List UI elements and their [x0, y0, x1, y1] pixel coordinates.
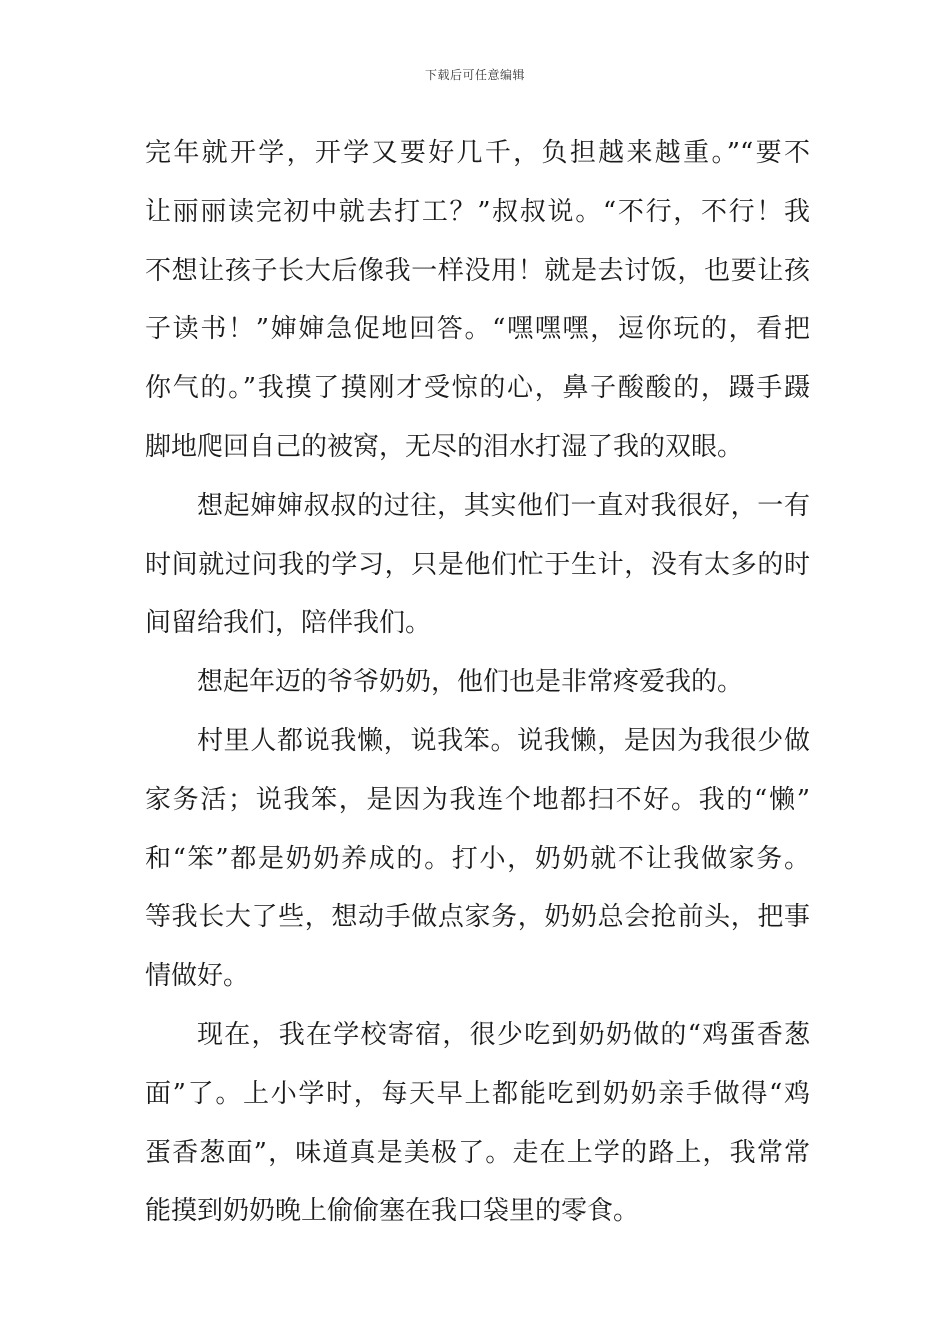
- text-line: 村里人都说我懒，说我笨。说我懒，是因为我很少做: [197, 725, 810, 756]
- text-line: 不想让孩子长大后像我一样没用！就是去讨饭，也要让孩: [145, 255, 810, 286]
- text-line: 能摸到奶奶晚上偷偷塞在我口袋里的零食。: [145, 1196, 640, 1227]
- text-line: 和“笨”都是奶奶养成的。打小，奶奶就不让我做家务。: [145, 843, 810, 874]
- text-line: 等我长大了些，想动手做点家务，奶奶总会抢前头，把事: [145, 902, 810, 933]
- text-line: 想起婶婶叔叔的过往，其实他们一直对我很好，一有: [197, 490, 810, 521]
- text-line: 时间就过问我的学习，只是他们忙于生计，没有太多的时: [145, 549, 810, 580]
- text-line: 情做好。: [145, 961, 250, 992]
- text-line: 面”了。上小学时，每天早上都能吃到奶奶亲手做得“鸡: [145, 1078, 810, 1109]
- page-header: 下载后可任意编辑: [424, 68, 525, 82]
- text-line: 家务活；说我笨，是因为我连个地都扫不好。我的“懒”: [145, 784, 810, 815]
- text-line: 子读书！”婶婶急促地回答。“嘿嘿嘿，逗你玩的，看把: [145, 314, 810, 345]
- text-line: 脚地爬回自己的被窝，无尽的泪水打湿了我的双眼。: [145, 431, 744, 462]
- text-line: 完年就开学，开学又要好几千，负担越来越重。”“要不: [145, 138, 810, 168]
- text-line: 让丽丽读完初中就去打工？”叔叔说。“不行，不行！我: [145, 196, 810, 227]
- text-line: 想起年迈的爷爷奶奶，他们也是非常疼爱我的。: [197, 667, 744, 698]
- text-line: 现在，我在学校寄宿，很少吃到奶奶做的“鸡蛋香葱: [197, 1019, 810, 1050]
- text-line: 你气的。”我摸了摸刚才受惊的心，鼻子酸酸的，蹑手蹑: [145, 373, 810, 404]
- text-line: 间留给我们，陪伴我们。: [145, 608, 432, 639]
- text-line: 蛋香葱面”，味道真是美极了。走在上学的路上，我常常: [145, 1137, 810, 1168]
- body-text: [145, 124, 810, 1241]
